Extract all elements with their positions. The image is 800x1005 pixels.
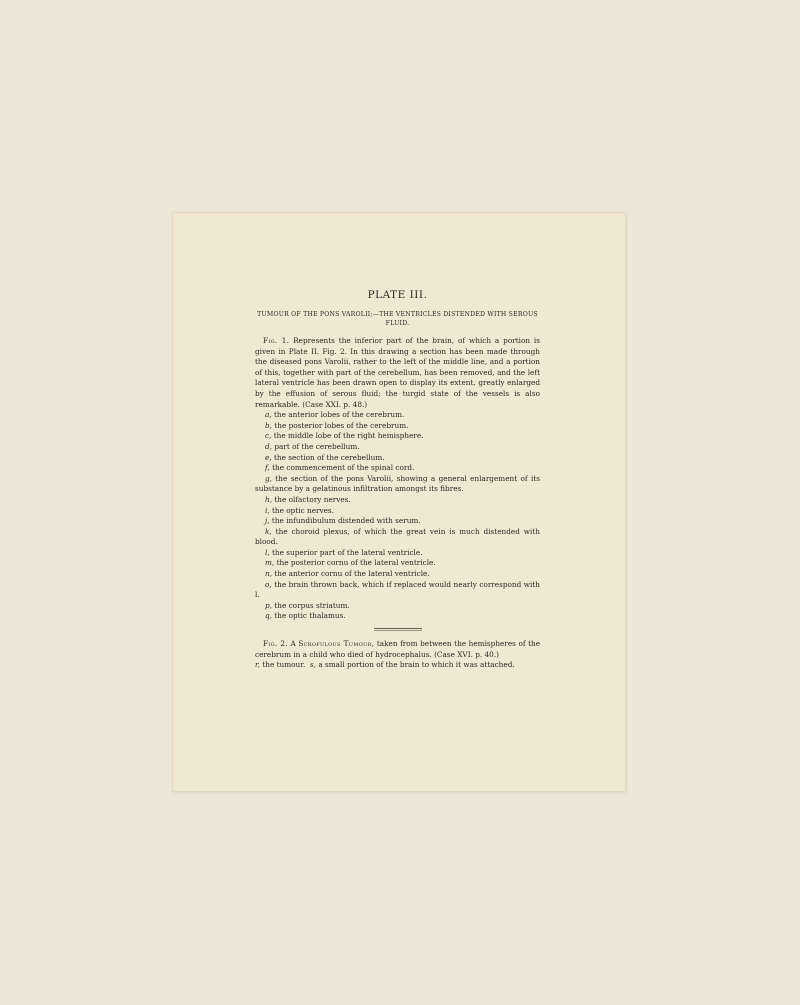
legend-letter: i, — [265, 505, 270, 515]
legend-letter: k, — [265, 526, 272, 536]
legend-item — [255, 431, 540, 442]
fig2-s-letter: s, — [309, 660, 316, 670]
fig1-text: Represents the inferior part of the brain, of which a portion is given in Plate II. Fig. 2. In this drawing a section has been made through the diseased pons Varolii, rather to the left of the middle line, and a portion of this, together with part of the cerebellum, has been removed, and the left lateral ventricle has been drawn open to display its extent, greatly enlarged by the effusion of serous fluid; the turgid state of the vessels is also remarkable. (Case XXI. p. 48.) — [255, 336, 541, 409]
legend-text: the section of the cerebellum. — [273, 452, 385, 462]
legend-item — [255, 558, 540, 569]
legend-letter: p, — [265, 600, 272, 610]
fig2-legend — [255, 660, 540, 671]
legend-text: the optic nerves. — [271, 505, 335, 515]
legend-item — [255, 601, 540, 612]
legend-text: the posterior lobes of the cerebrum. — [274, 420, 409, 430]
plate-title: PLATE III. — [367, 289, 428, 301]
legend-text: the section of the pons Varolii, showing a general enlargement of its substance by a gelatinous infiltration amongst its fibres. — [255, 473, 540, 494]
legend-item — [255, 580, 540, 601]
legend-letter: o, — [265, 579, 272, 589]
fig2-s-text: a small portion of the brain to which it was attached. — [318, 660, 515, 670]
legend-text: the brain thrown back, which if replaced would nearly correspond with l. — [255, 579, 540, 600]
legend-item — [255, 506, 540, 517]
legend-item — [255, 442, 540, 453]
legend-letter: n, — [265, 569, 273, 579]
legend-letter: b, — [265, 420, 272, 430]
fig2-label: Fig. 2. — [263, 639, 288, 649]
legend-letter: j, — [265, 516, 270, 526]
legend-letter: c, — [265, 431, 272, 441]
legend-item — [255, 495, 540, 506]
legend-text: the choroid plexus, of which the great vein is much distended with blood. — [255, 526, 540, 547]
legend-item — [255, 421, 540, 432]
section-divider — [374, 628, 422, 631]
fig2-r-text: the tumour. — [262, 660, 306, 670]
legend-letter: q, — [265, 611, 272, 621]
legend-item — [255, 410, 540, 421]
legend-text: part of the cerebellum. — [274, 441, 360, 451]
legend-list — [255, 410, 540, 622]
fig2-r-letter: r, — [255, 660, 261, 670]
plate-subtitle: TUMOUR OF THE PONS VAROLII;—THE VENTRICLES DISTENDED WITH SEROUS FLUID. — [257, 311, 538, 327]
legend-item — [255, 548, 540, 559]
legend-item — [255, 453, 540, 464]
legend-letter: f, — [265, 463, 270, 473]
legend-text: the posterior cornu of the lateral ventricle. — [276, 558, 436, 568]
fig1-label: Fig. 1. — [263, 336, 290, 345]
legend-text: the corpus striatum. — [274, 600, 350, 610]
legend-text: the commencement of the spinal cord. — [272, 463, 415, 473]
legend-letter: m, — [265, 558, 275, 568]
legend-text: the superior part of the lateral ventricle. — [271, 547, 423, 557]
legend-item — [255, 569, 540, 580]
legend-text: the infundibulum distended with serum. — [271, 516, 421, 526]
fig1-paragraph — [255, 336, 540, 410]
legend-text: the anterior lobes of the cerebrum. — [274, 410, 405, 420]
fig2-text: taken from between the hemispheres of the cerebrum in a child who died of hydrocephalus. (Case XVI. p. 40.) — [255, 639, 541, 659]
legend-item — [255, 611, 540, 622]
legend-text: the anterior cornu of the lateral ventricle. — [274, 569, 430, 579]
legend-letter: h, — [265, 494, 273, 504]
legend-letter: d, — [265, 441, 272, 451]
legend-text: the optic thalamus. — [274, 611, 346, 621]
legend-item — [255, 516, 540, 527]
legend-text: the middle lobe of the right hemisphere. — [273, 431, 424, 441]
legend-item — [255, 474, 540, 495]
legend-letter: l, — [265, 547, 270, 557]
legend-letter: e, — [265, 452, 272, 462]
fig2-paragraph — [255, 639, 540, 660]
legend-letter: a, — [265, 410, 272, 420]
fig2-intro: A — [290, 639, 296, 649]
fig2-title: Scrofulous Tumour, — [298, 639, 375, 649]
legend-letter: g, — [265, 473, 272, 483]
legend-item — [255, 527, 540, 548]
legend-text: the olfactory nerves. — [274, 494, 351, 504]
legend-item — [255, 463, 540, 474]
plate-text-block — [255, 288, 540, 671]
